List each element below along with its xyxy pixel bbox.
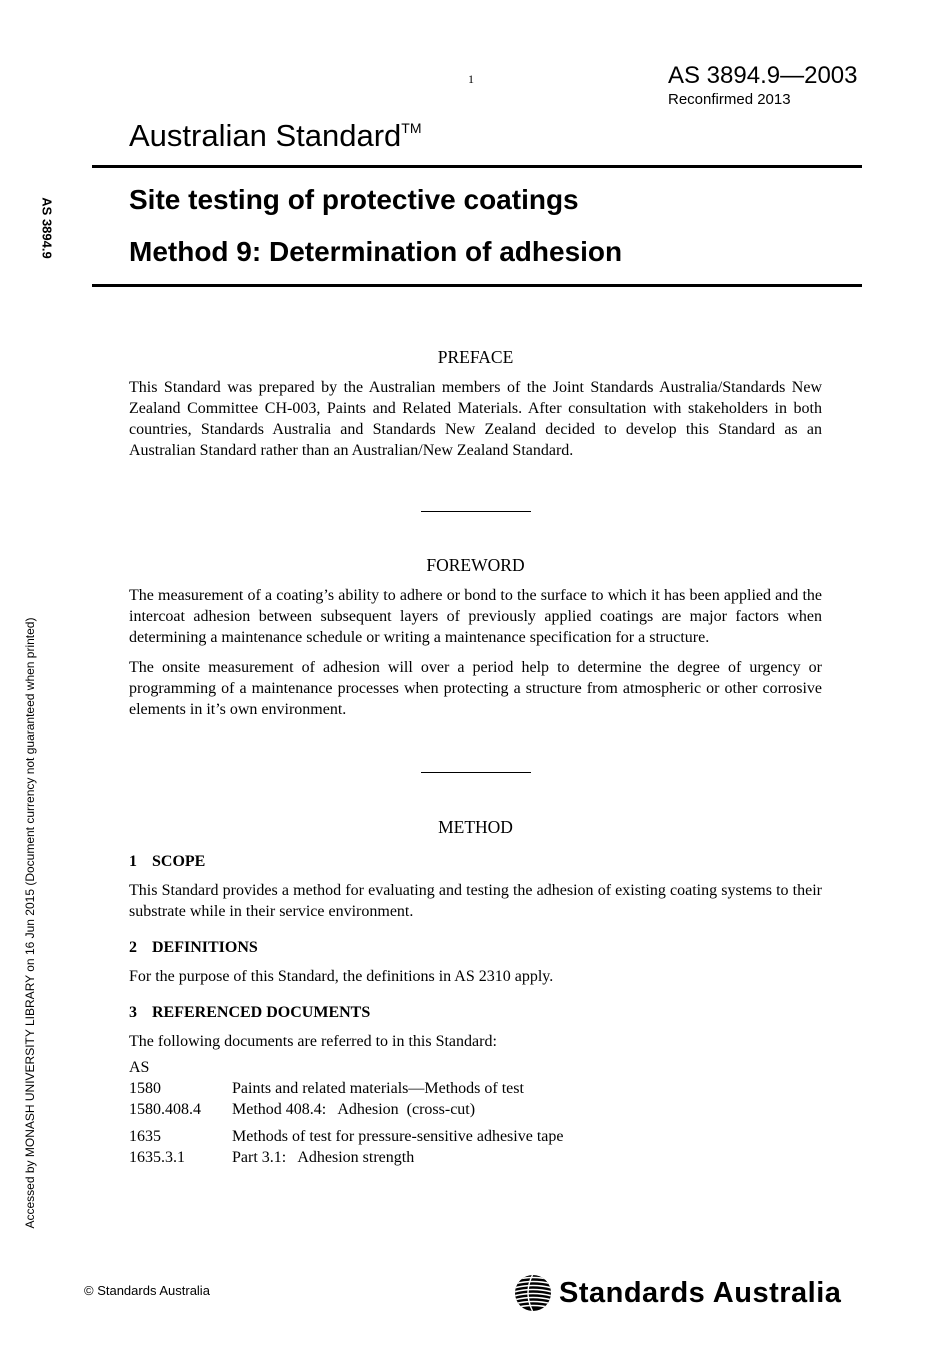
reference-code: 1580 xyxy=(129,1080,161,1097)
reference-row xyxy=(129,1147,822,1168)
clause-title: REFERENCED DOCUMENTS xyxy=(152,1004,371,1021)
clause-text-scope: This Standard provides a method for evaluating and testing the adhesion of existing coating systems to their substrate while in their service environment. xyxy=(129,882,822,920)
logo-text: Standards Australia xyxy=(559,1276,842,1309)
trademark-mark: TM xyxy=(401,120,422,136)
clause-heading-referenced-documents xyxy=(129,1002,822,1023)
reference-code: 1635 xyxy=(129,1128,161,1145)
title-line-1: Site testing of protective coatings xyxy=(129,184,579,215)
reference-row xyxy=(129,1126,822,1147)
preface-paragraph: This Standard was prepared by the Australian members of the Joint Standards Australia/Standards New Zealand Committee CH-003, Paints and Related Materials. After consultation with stakeholders in both countries, Standards Australia and Standards New Zealand decided to develop this Standard as an Australian Standard rather than an Australian/New Zealand Standard. xyxy=(129,379,822,459)
preface-heading: PREFACE xyxy=(437,347,514,367)
clause-number: 2 xyxy=(129,939,137,956)
title-bottom-rule xyxy=(92,284,862,287)
document-body xyxy=(129,345,822,1168)
document-id: AS 3894.9—2003 xyxy=(668,62,858,89)
clause-number: 1 xyxy=(129,853,137,870)
clause-title: DEFINITIONS xyxy=(152,939,258,956)
reference-list xyxy=(129,1057,822,1168)
clause-heading-scope xyxy=(129,851,822,872)
title-line-2: Method 9: Determination of adhesion xyxy=(129,236,623,267)
section-separator xyxy=(421,511,531,512)
copyright-notice: © Standards Australia xyxy=(84,1283,210,1298)
clause-number: 3 xyxy=(129,1004,137,1021)
side-document-code: AS 3894.9 xyxy=(39,197,55,259)
method-heading: METHOD xyxy=(438,817,513,837)
reference-code: 1635.3.1 xyxy=(129,1149,185,1166)
reference-prefix: AS xyxy=(129,1059,150,1076)
preface-section xyxy=(129,345,822,461)
globe-logo-icon xyxy=(514,1274,552,1312)
section-separator xyxy=(421,772,531,773)
reference-title: Part 3.1: Adhesion strength xyxy=(232,1149,415,1166)
top-rule xyxy=(92,165,862,168)
clause-text-referenced-documents: The following documents are referred to in this Standard: xyxy=(129,1033,497,1050)
clause-title: SCOPE xyxy=(152,853,206,870)
standard-label-text: Australian Standard xyxy=(129,118,402,153)
reference-title: Paints and related materials—Methods of test xyxy=(232,1080,524,1097)
page-number: 1 xyxy=(468,72,474,86)
foreword-heading: FOREWORD xyxy=(426,555,525,575)
standards-australia-logo xyxy=(514,1274,841,1312)
reference-title: Method 408.4: Adhesion (cross-cut) xyxy=(232,1101,476,1118)
reference-title: Methods of test for pressure-sensitive adhesive tape xyxy=(232,1128,564,1145)
reconfirmed-note: Reconfirmed 2013 xyxy=(668,91,791,108)
method-section xyxy=(129,815,822,1168)
side-access-note: Accessed by MONASH UNIVERSITY LIBRARY on 16 Jun 2015 (Document currency not guaranteed when printed) xyxy=(23,617,37,1229)
reference-code: 1580.408.4 xyxy=(129,1101,201,1118)
standard-label xyxy=(129,118,422,154)
clause-heading-definitions xyxy=(129,937,822,958)
foreword-paragraph: The onsite measurement of adhesion will over a period help to determine the degree of urgency or programming of a maintenance processes when protecting a structure from atmospheric or other corrosive elements in it’s own environment. xyxy=(129,659,822,718)
foreword-paragraph: The measurement of a coating’s ability to adhere or bond to the surface to which it has been applied and the intercoat adhesion between subsequent layers of previously applied coatings are major factors when determining a maintenance schedule or writing a maintenance specification for a structure. xyxy=(129,587,822,646)
reference-row xyxy=(129,1078,822,1099)
clause-text-definitions: For the purpose of this Standard, the definitions in AS 2310 apply. xyxy=(129,968,554,985)
reference-row xyxy=(129,1099,822,1120)
foreword-section xyxy=(129,553,822,720)
